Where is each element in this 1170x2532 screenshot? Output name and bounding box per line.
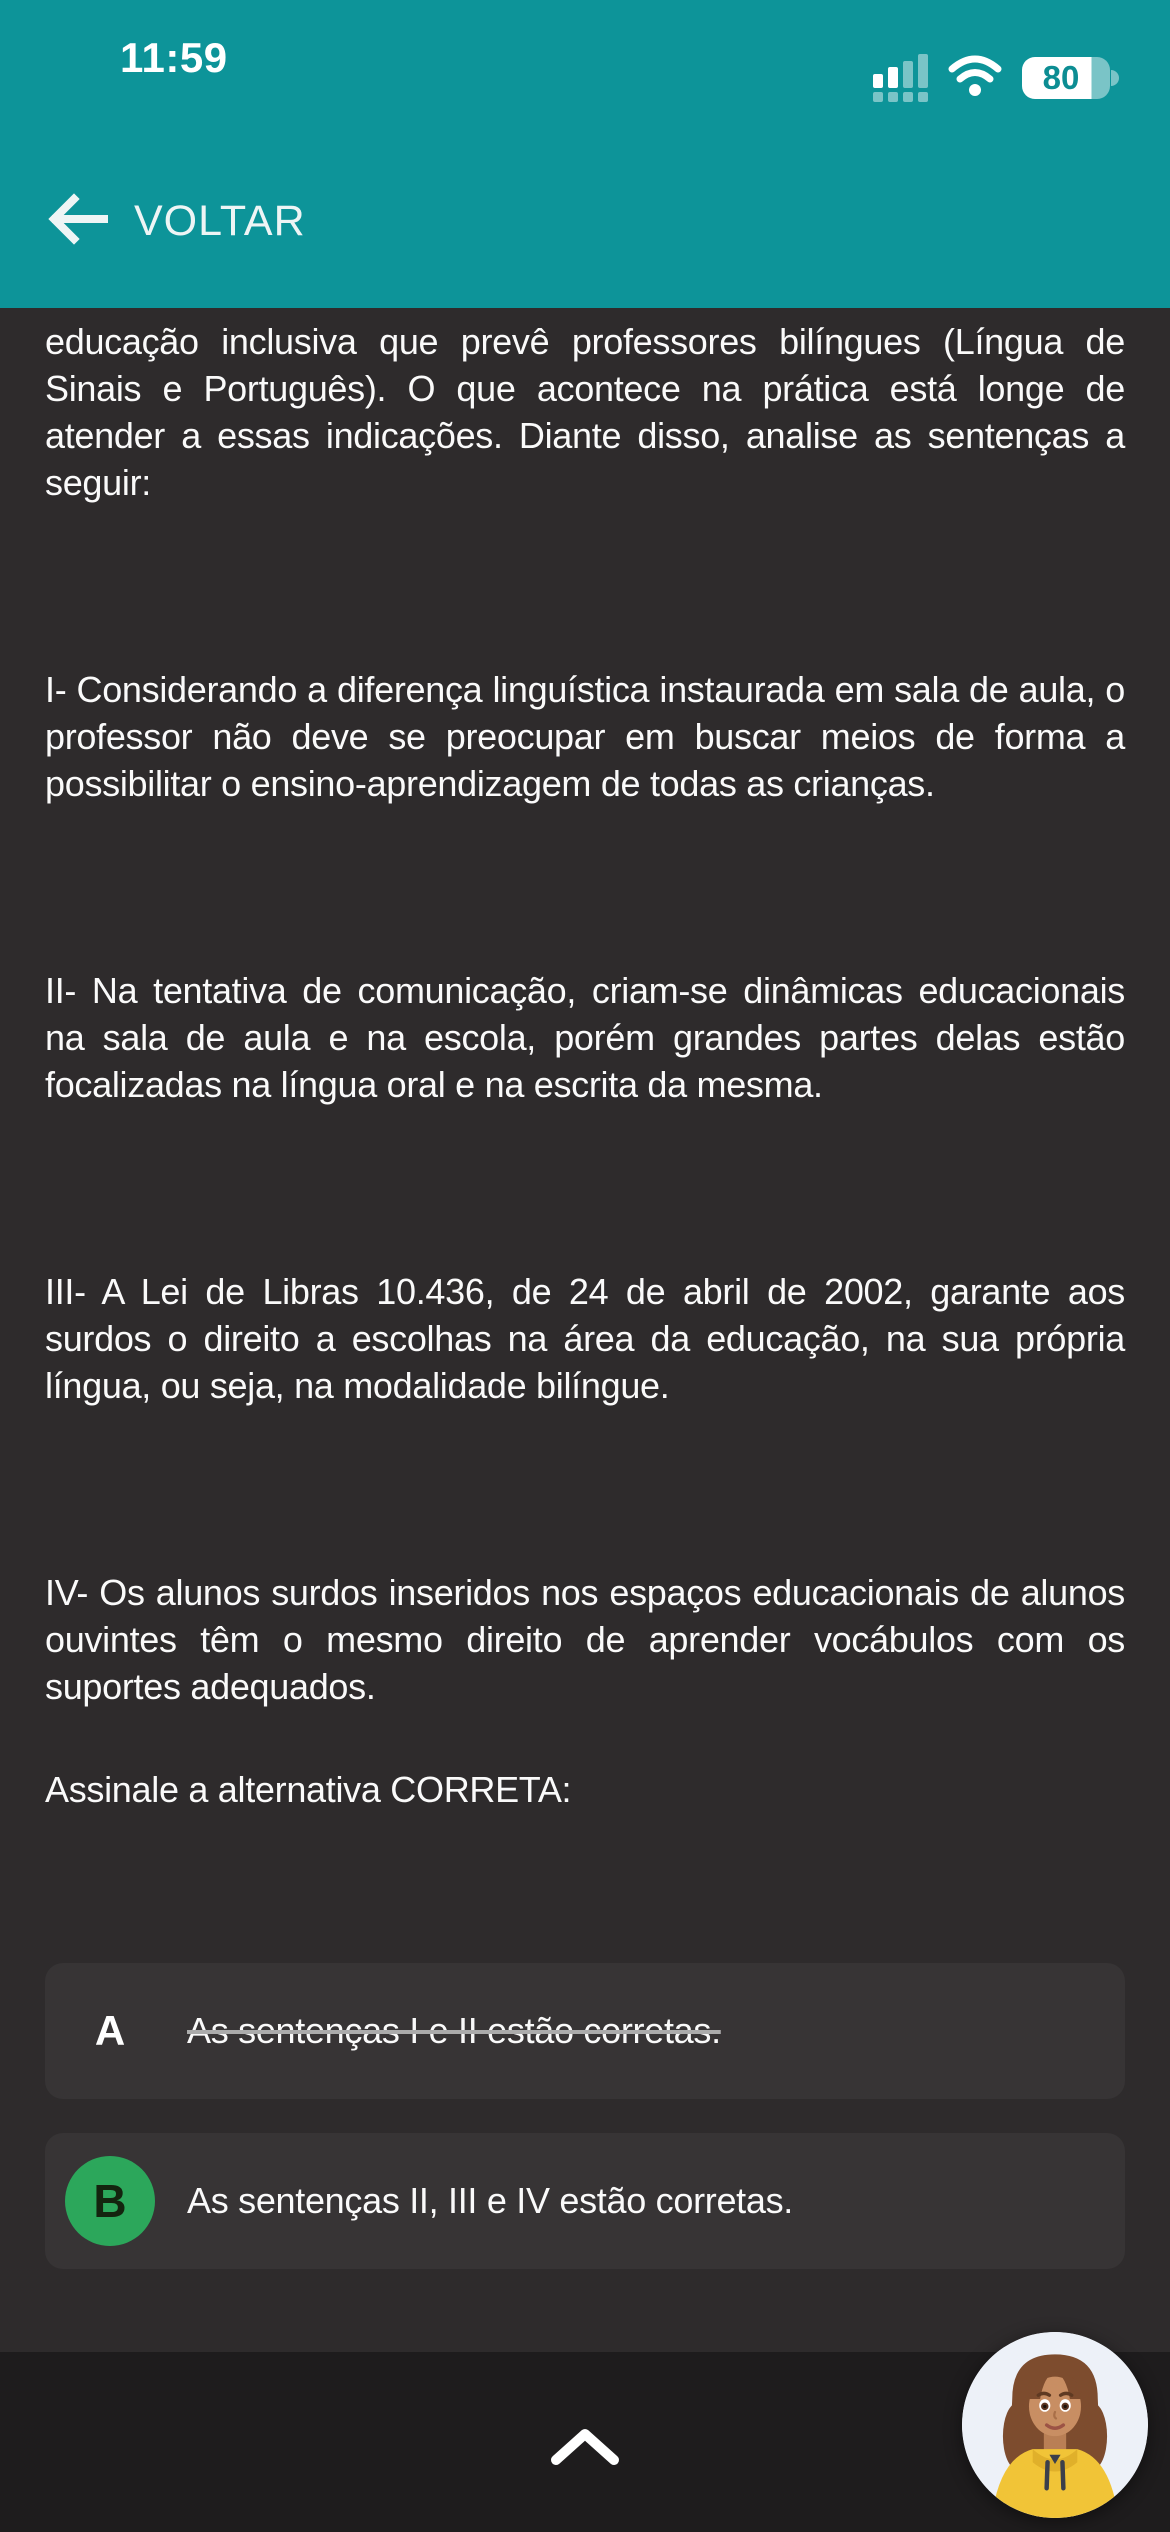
option-a-letter-zone [65,2007,155,2055]
answer-prompt: Assinale a alternativa CORRETA: [45,1769,572,1810]
status-time: 11:59 [120,34,228,81]
statement-4: IV- Os alunos surdos inseridos nos espaços educacionais de alunos ouvintes têm o mesmo direito de aprender vocábulos com os suportes adequados. [45,1572,1125,1707]
options-list [45,1963,1125,2269]
option-b-selected-badge [65,2156,155,2246]
cellular-signal-icon [873,54,928,102]
option-a-text: As sentenças I e II estão corretas. [187,2010,721,2051]
statement-1: I- Considerando a diferença linguística instaurada em sala de aula, o professor não deve se preocupar em buscar meios de forma a possibilitar o ensino-aprendizagem de todas as crianças. [45,669,1125,804]
option-b-card[interactable] [45,2133,1125,2269]
back-button[interactable] [48,192,306,251]
option-b-text: As sentenças II, III e IV estão corretas. [187,2180,793,2221]
battery-indicator [1022,57,1110,99]
back-arrow-icon [48,192,108,251]
question-area [0,308,1170,2269]
question-intro: educação inclusiva que prevê professores bilíngues (Língua de Sinais e Português). O que acontece na prática está longe de atender a essas indicações. Diante disso, analise as sentenças a seguir: [45,321,1125,503]
statement-2: II- Na tentativa de comunicação, criam-se dinâmicas educacionais na sala de aula e na escola, porém grandes partes delas estão focalizadas na língua oral e na escrita da mesma. [45,970,1125,1105]
status-icons [873,54,1110,102]
chevron-up-icon [546,2422,624,2470]
header-bar [0,0,1170,308]
option-a-card[interactable] [45,1963,1125,2099]
option-b-letter: B [93,2175,127,2227]
option-b-letter-zone [65,2156,155,2246]
collapse-button[interactable] [546,2422,624,2475]
option-a-letter: A [94,2007,126,2054]
back-label: VOLTAR [134,197,306,245]
statement-3: III- A Lei de Libras 10.436, de 24 de abril de 2002, garante aos surdos o direito a escolhas na área da educação, na sua própria língua, ou seja, na modalidade bilíngue. [45,1271,1125,1406]
wifi-icon [948,55,1002,102]
battery-percent: 80 [1042,59,1080,96]
assistant-avatar[interactable] [962,2332,1148,2518]
